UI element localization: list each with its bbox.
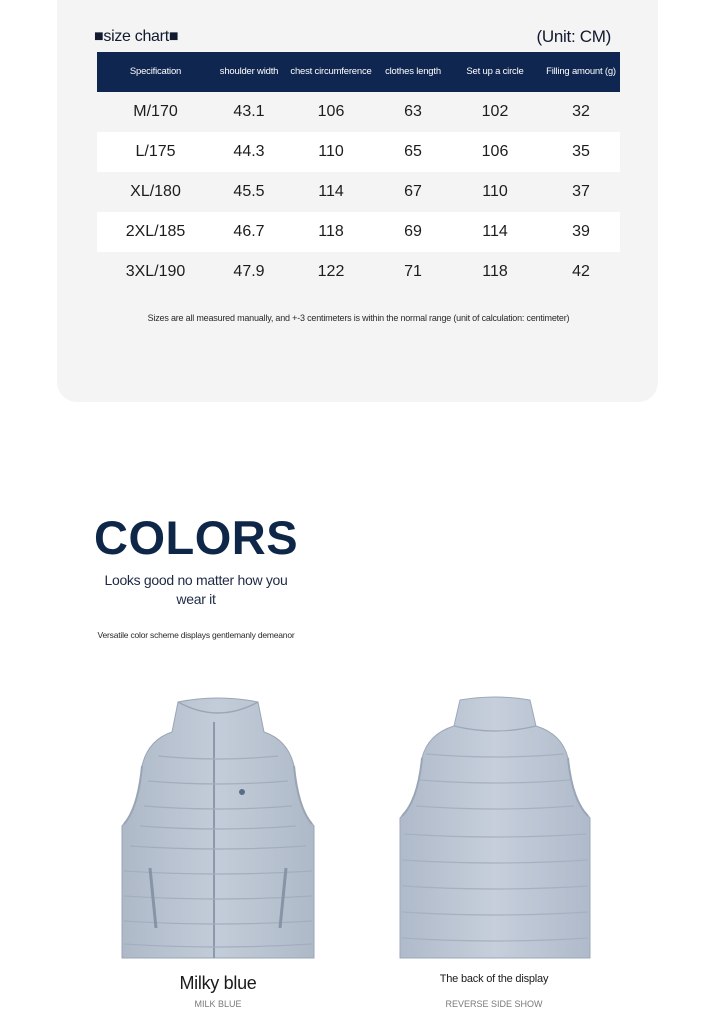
table-cell: 45.5 bbox=[214, 172, 284, 212]
table-cell: 110 bbox=[284, 132, 378, 172]
table-row bbox=[97, 172, 620, 212]
table-cell: 32 bbox=[542, 92, 620, 132]
table-cell: 69 bbox=[378, 212, 448, 252]
colors-description: Versatile color scheme displays gentlemanly demeanor bbox=[97, 630, 295, 640]
size-table bbox=[97, 52, 620, 292]
size-chart-unit: (Unit: CM) bbox=[536, 27, 611, 46]
table-cell: 110 bbox=[448, 172, 542, 212]
table-cell: 106 bbox=[284, 92, 378, 132]
table-cell: 114 bbox=[284, 172, 378, 212]
table-cell: 47.9 bbox=[214, 252, 284, 292]
table-row bbox=[97, 132, 620, 172]
table-header-cell: chest circumference bbox=[284, 52, 378, 92]
table-cell: M/170 bbox=[97, 92, 214, 132]
colors-subheading: Looks good no matter how you wear it bbox=[104, 572, 288, 607]
table-cell: 102 bbox=[448, 92, 542, 132]
table-header-cell: Specification bbox=[97, 52, 214, 92]
table-cell: 122 bbox=[284, 252, 378, 292]
table-cell: 43.1 bbox=[214, 92, 284, 132]
table-header-cell: clothes length bbox=[378, 52, 448, 92]
table-cell: 67 bbox=[378, 172, 448, 212]
table-cell: 39 bbox=[542, 212, 620, 252]
table-header-row bbox=[97, 52, 620, 92]
table-cell: 118 bbox=[284, 212, 378, 252]
table-row bbox=[97, 92, 620, 132]
vest-back-icon bbox=[396, 696, 594, 960]
table-row bbox=[97, 212, 620, 252]
table-cell: XL/180 bbox=[97, 172, 214, 212]
measurement-note: Sizes are all measured manually, and +-3 centimeters is within the normal range (unit of calculation: centimeter) bbox=[147, 313, 570, 323]
table-cell: 114 bbox=[448, 212, 542, 252]
table-cell: 3XL/190 bbox=[97, 252, 214, 292]
table-row bbox=[97, 252, 620, 292]
table-cell: 118 bbox=[448, 252, 542, 292]
size-chart-title: ■size chart■ bbox=[94, 28, 179, 45]
table-cell: 63 bbox=[378, 92, 448, 132]
table-header-cell: Set up a circle bbox=[448, 52, 542, 92]
table-cell: 65 bbox=[378, 132, 448, 172]
table-cell: 46.7 bbox=[214, 212, 284, 252]
table-cell: L/175 bbox=[97, 132, 214, 172]
table-cell: 35 bbox=[542, 132, 620, 172]
table-cell: 71 bbox=[378, 252, 448, 292]
product-subtitle: REVERSE SIDE SHOW bbox=[445, 999, 543, 1009]
table-header-cell: shoulder width bbox=[214, 52, 284, 92]
table-cell: 2XL/185 bbox=[97, 212, 214, 252]
product-name: Milky blue bbox=[179, 973, 257, 993]
product-name: The back of the display bbox=[439, 973, 549, 985]
table-cell: 42 bbox=[542, 252, 620, 292]
colors-heading: COLORS bbox=[94, 511, 299, 564]
vest-front-icon bbox=[118, 696, 318, 960]
product-subtitle: MILK BLUE bbox=[194, 999, 242, 1009]
table-cell: 44.3 bbox=[214, 132, 284, 172]
table-header-cell: Filling amount (g) bbox=[542, 52, 620, 92]
table-cell: 106 bbox=[448, 132, 542, 172]
table-cell: 37 bbox=[542, 172, 620, 212]
